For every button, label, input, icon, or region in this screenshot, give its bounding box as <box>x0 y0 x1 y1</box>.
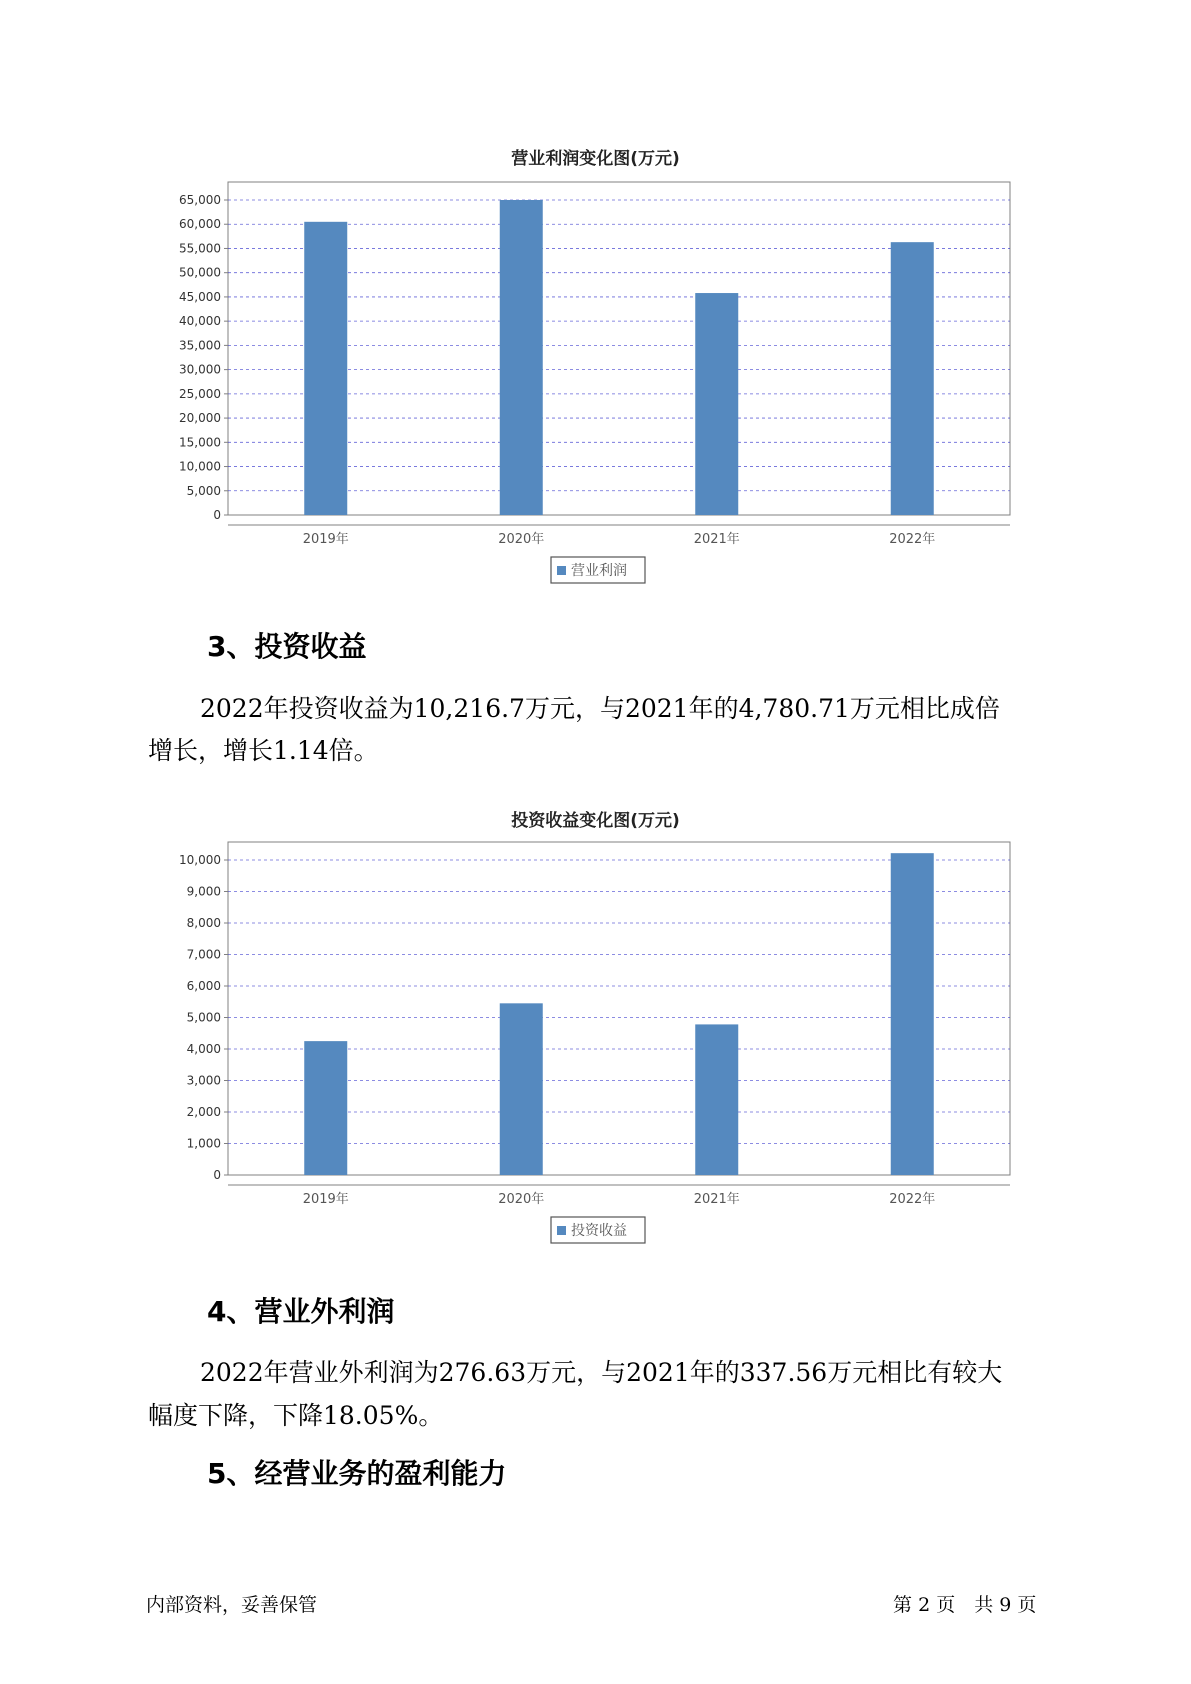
non-operating-paragraph-line2: 幅度下降，下降18.05%。 <box>148 1401 444 1430</box>
bar-2019年 <box>304 222 347 515</box>
legend-label: 营业利润 <box>571 563 627 579</box>
bar-2022年 <box>891 242 934 515</box>
page-mid: 页 共 <box>936 1594 994 1616</box>
y-tick-label: 7,000 <box>186 947 221 962</box>
y-tick-label: 35,000 <box>179 338 221 353</box>
x-tick-label: 2020年 <box>498 532 545 547</box>
bar-2021年 <box>695 293 738 515</box>
heading-investment-income: 3、投资收益 <box>207 630 367 663</box>
bar-2020年 <box>500 1003 543 1175</box>
y-tick-label: 6,000 <box>186 979 221 993</box>
non-operating-paragraph-line1: 2022年营业外利润为276.63万元，与2021年的337.56万元相比有较大 <box>200 1358 1003 1387</box>
y-tick-label: 9,000 <box>186 884 221 899</box>
y-tick-label: 55,000 <box>179 241 221 256</box>
x-tick-label: 2021年 <box>693 1192 740 1207</box>
bar-2019年 <box>304 1041 347 1175</box>
y-tick-label: 4,000 <box>186 1042 221 1056</box>
y-tick-label: 15,000 <box>179 435 221 450</box>
x-tick-label: 2020年 <box>498 1192 545 1207</box>
y-tick-label: 2,000 <box>186 1105 221 1119</box>
y-tick-label: 0 <box>213 508 221 522</box>
y-tick-label: 50,000 <box>179 265 221 280</box>
footer-page-number <box>893 1590 1036 1617</box>
x-tick-label: 2022年 <box>889 532 936 547</box>
page-current: 2 <box>918 1594 931 1616</box>
page-suffix: 页 <box>1017 1594 1037 1616</box>
y-tick-label: 30,000 <box>179 362 221 377</box>
y-tick-label: 5,000 <box>186 483 221 498</box>
legend-swatch <box>557 566 566 575</box>
page-prefix: 第 <box>893 1594 913 1616</box>
legend-swatch <box>557 1226 566 1235</box>
y-tick-label: 40,000 <box>179 314 221 329</box>
bar-2020年 <box>500 200 543 515</box>
y-tick-label: 65,000 <box>179 193 221 207</box>
y-tick-label: 20,000 <box>179 411 221 426</box>
investment-paragraph-line1: 2022年投资收益为10,216.7万元，与2021年的4,780.71万元相比成倍 <box>200 694 1000 723</box>
y-tick-label: 8,000 <box>186 916 221 930</box>
x-tick-label: 2022年 <box>889 1192 936 1207</box>
y-tick-label: 3,000 <box>186 1073 221 1088</box>
x-tick-label: 2021年 <box>693 532 740 547</box>
chart1-title: 营业利润变化图(万元) <box>511 149 680 169</box>
x-tick-label: 2019年 <box>302 532 349 547</box>
y-tick-label: 45,000 <box>179 289 221 304</box>
page-total: 9 <box>999 1594 1012 1616</box>
y-tick-label: 25,000 <box>179 386 221 401</box>
y-tick-label: 10,000 <box>179 459 221 474</box>
bar-2022年 <box>891 853 934 1175</box>
operating-profit-chart <box>0 180 1191 600</box>
investment-income-chart <box>0 840 1191 1260</box>
bar-2021年 <box>695 1024 738 1175</box>
y-tick-label: 10,000 <box>179 853 221 867</box>
y-tick-label: 0 <box>213 1168 221 1182</box>
x-tick-label: 2019年 <box>302 1192 349 1207</box>
investment-paragraph-line2: 增长，增长1.14倍。 <box>148 736 379 765</box>
heading-profitability: 5、经营业务的盈利能力 <box>207 1457 507 1490</box>
y-tick-label: 1,000 <box>186 1136 221 1151</box>
y-tick-label: 5,000 <box>186 1010 221 1025</box>
y-tick-label: 60,000 <box>179 217 221 232</box>
footer-confidential-note: 内部资料，妥善保管 <box>146 1594 318 1616</box>
legend-label: 投资收益 <box>571 1223 627 1239</box>
heading-non-operating-profit: 4、营业外利润 <box>207 1295 395 1328</box>
chart2-title: 投资收益变化图(万元) <box>511 811 680 831</box>
